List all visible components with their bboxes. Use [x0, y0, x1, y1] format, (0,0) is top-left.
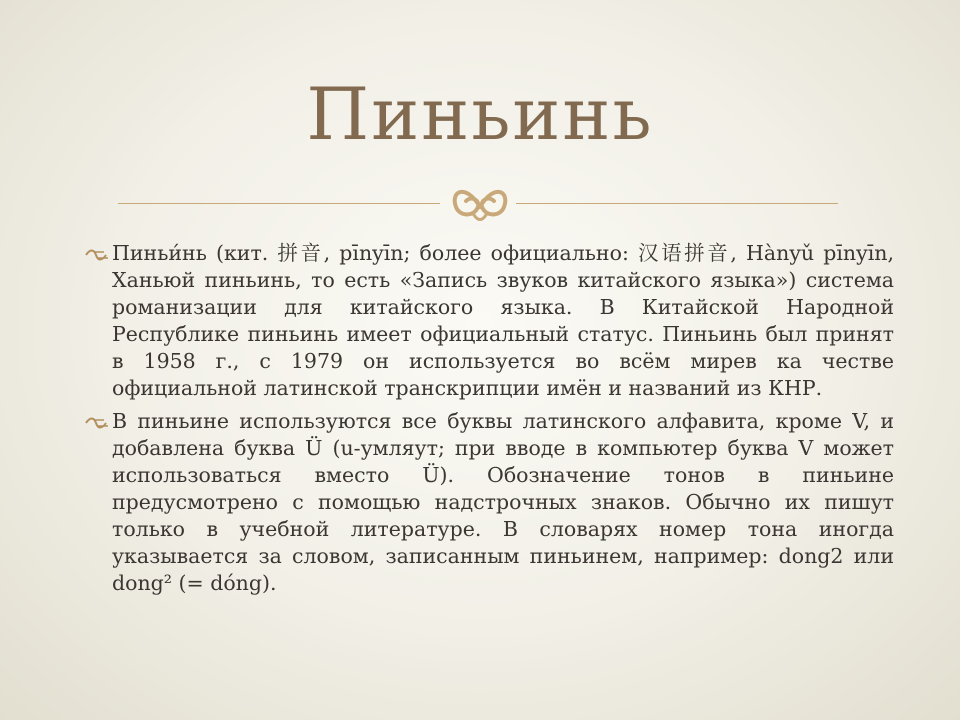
bullet-paragraph-2: [84, 408, 894, 597]
paragraph-2-text: В пиньине используются все буквы латинского алфавита, кроме V, и добавлена буква Ü (u-умляут; при вводе в компьютер буква V может использоваться вместо Ü). Обозначение тонов в пиньине предусмотрено с помощью надстрочных знаков. Обычно их пишут только в учебной литературе. В словарях номер тона иногда указывается за словом, записанным пиньинем, например: dong2 или dong² (= dóng).: [112, 409, 894, 595]
paragraph-1-text: Пиньи́нь (кит. 拼音, pīnyīn; более официально: 汉语拼音, Hànyǔ pīnyīn, Ханьюй пиньинь, то есть «Запись звуков китайского языка») система романизации для китайского языка. В Китайской Народной Республике пиньинь имеет официальный статус. Пиньинь был принят в 1958 г., с 1979 он используется во всём мирев ка честве официальной латинской транскрипции имён и названий из КНР.: [112, 241, 894, 400]
slide-body: [84, 240, 894, 603]
slide-title: Пиньинь: [306, 72, 654, 156]
bullet-paragraph-1: [84, 240, 894, 402]
divider-line-left: [118, 203, 440, 204]
divider-line-right: [516, 203, 838, 204]
scroll-bullet-icon: [84, 249, 110, 261]
flourish-icon: [444, 177, 516, 225]
scroll-bullet-icon: [84, 417, 110, 429]
